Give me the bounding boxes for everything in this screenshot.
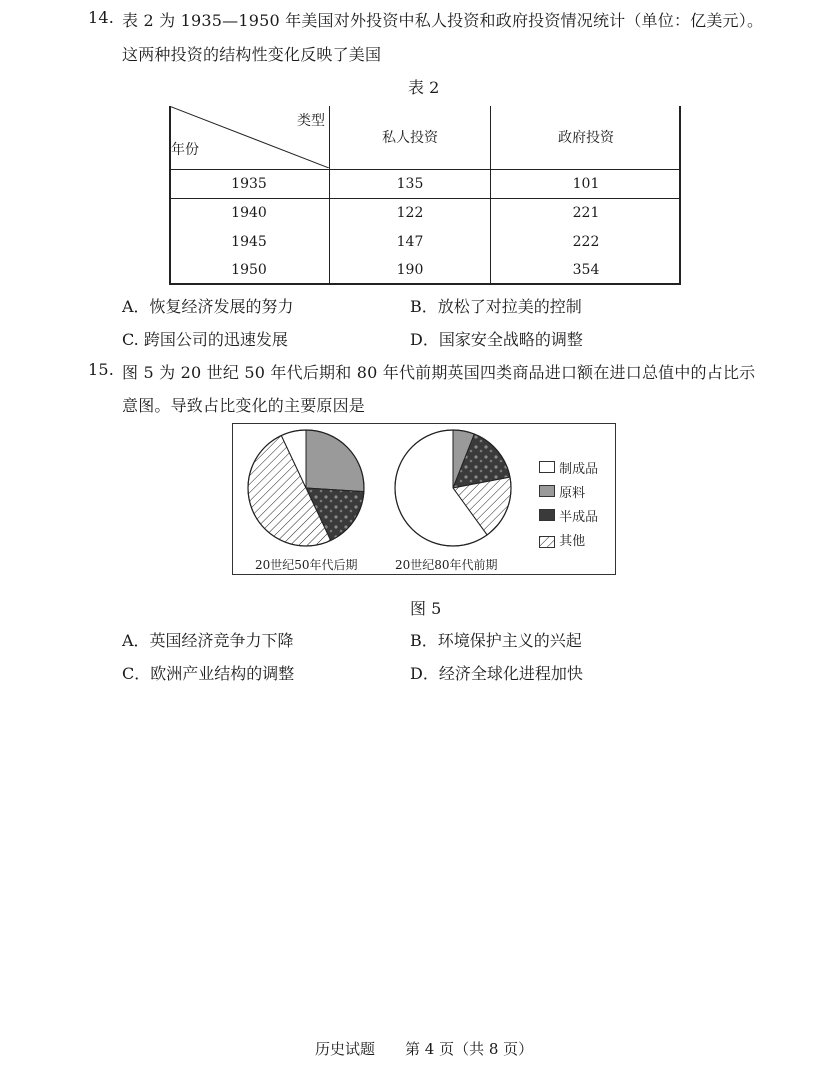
- table-corner-cell: [169, 106, 330, 169]
- pie-figure: [232, 423, 616, 575]
- legend-swatch-raw: [539, 485, 555, 497]
- q15-stem-line1: 图 5 为 20 世纪 50 年代后期和 80 年代前期英国四类商品进口额在进口总值中的占比示: [122, 363, 756, 382]
- legend-label: 其他: [559, 534, 586, 549]
- legend-swatch-other: [539, 536, 555, 548]
- investment-table: [169, 106, 681, 284]
- cell-year: 1950: [169, 256, 330, 284]
- legend-raw: [539, 482, 585, 501]
- q14-option-c[interactable]: C. 跨国公司的迅速发展: [122, 330, 288, 349]
- col-header-private: 私人投资: [330, 106, 491, 169]
- cell-government: 222: [572, 233, 600, 250]
- footer-page: 第 4 页（共 8 页）: [405, 1040, 534, 1058]
- q15-number: 15.: [88, 360, 115, 379]
- table-title: 表 2: [408, 78, 440, 97]
- cell-private: 122: [330, 199, 491, 228]
- table-header-row: [169, 106, 681, 169]
- q14-stem-line1: 表 2 为 1935—1950 年美国对外投资中私人投资和政府投资情况统计（单位：亿美元）。: [122, 11, 764, 30]
- legend-semi: [539, 506, 598, 525]
- table-row: [169, 227, 681, 255]
- pie1-caption: 20世纪50年代后期: [255, 558, 358, 572]
- q14-number: 14.: [88, 8, 115, 27]
- legend-other: [539, 530, 585, 549]
- q14-stem-line2: 这两种投资的结构性变化反映了美国: [122, 45, 382, 64]
- q15-stem-line2: 意图。导致占比变化的主要原因是: [122, 396, 366, 415]
- cell-year: 1945: [169, 227, 330, 255]
- q15-option-c[interactable]: C．欧洲产业结构的调整: [122, 664, 295, 683]
- cell-year: 1935: [169, 169, 330, 198]
- cell-private: 190: [330, 256, 491, 284]
- table-row: [169, 256, 681, 284]
- corner-year-label: 年份: [171, 141, 199, 158]
- legend-label: 制成品: [559, 462, 599, 477]
- q14-option-d[interactable]: D．国家安全战略的调整: [410, 330, 583, 349]
- col-header-government: 政府投资: [491, 106, 682, 169]
- pie2-caption: 20世纪80年代前期: [395, 558, 498, 572]
- legend-label: 半成品: [559, 510, 599, 525]
- q15-option-b[interactable]: B．环境保护主义的兴起: [410, 631, 582, 650]
- footer-subject: 历史试题: [315, 1040, 376, 1058]
- q14-option-a[interactable]: A．恢复经济发展的努力: [122, 297, 294, 316]
- legend-manufactured: [539, 458, 598, 477]
- q15-option-d[interactable]: D．经济全球化进程加快: [410, 664, 583, 683]
- figure-caption: 图 5: [410, 599, 442, 618]
- q14-option-b[interactable]: B．放松了对拉美的控制: [410, 297, 582, 316]
- legend-swatch-semi: [539, 509, 555, 521]
- cell-government: 354: [572, 261, 600, 278]
- table-row: [169, 169, 681, 198]
- corner-type-label: 类型: [297, 113, 325, 129]
- q15-option-a[interactable]: A．英国经济竞争力下降: [122, 631, 294, 650]
- cell-year: 1940: [169, 199, 330, 228]
- cell-private: 147: [330, 227, 491, 255]
- table-row: [169, 199, 681, 228]
- cell-private: 135: [330, 169, 491, 198]
- cell-government: 101: [491, 169, 682, 198]
- legend-swatch-manufactured: [539, 461, 555, 473]
- cell-government: 221: [572, 205, 600, 222]
- legend-label: 原料: [559, 486, 586, 501]
- pie1-slice-raw: [306, 430, 364, 492]
